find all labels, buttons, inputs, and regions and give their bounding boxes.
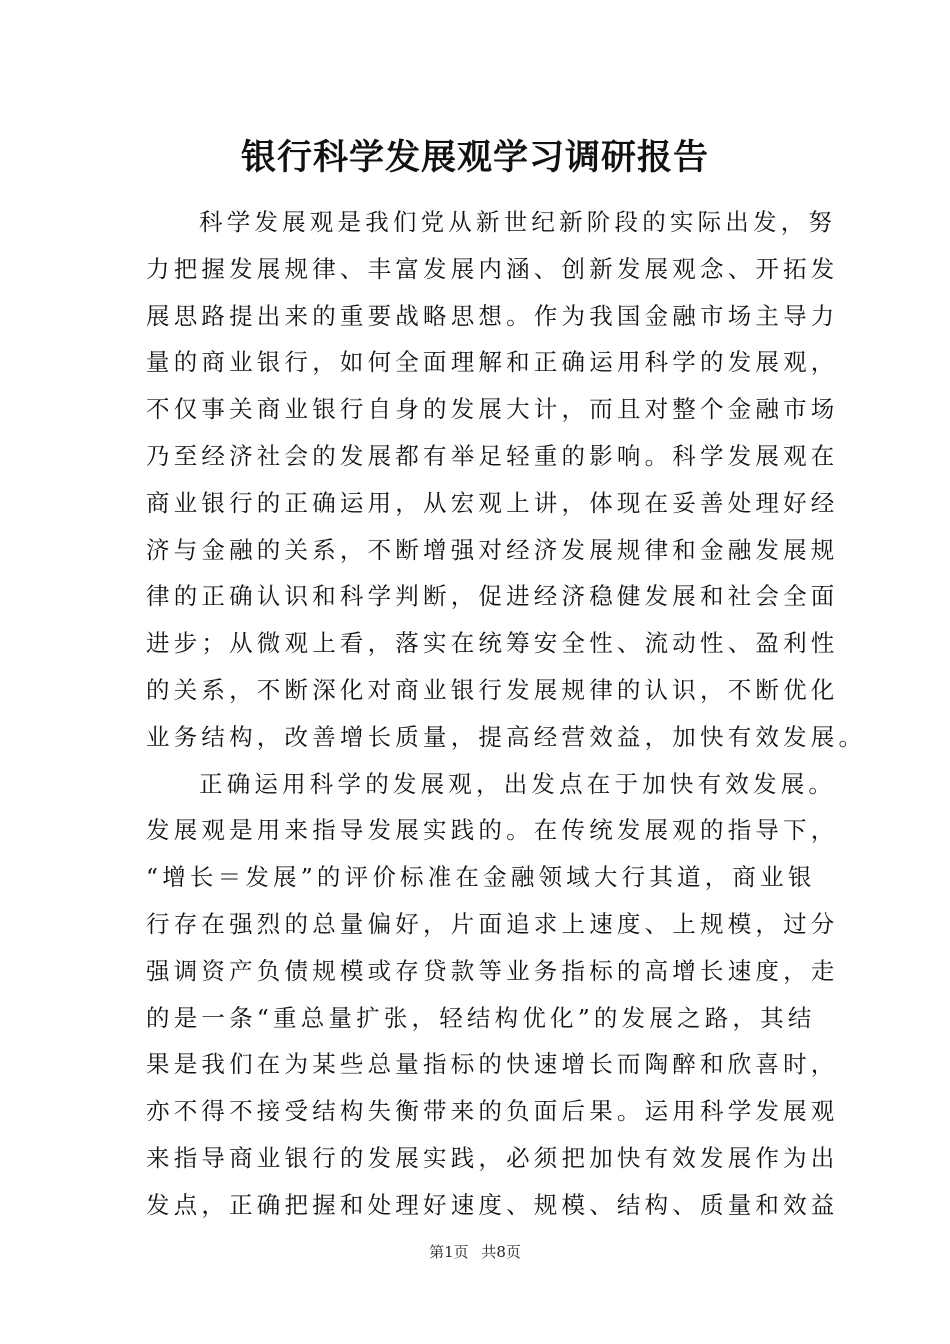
text-line: 济与金融的关系，不断增强对经济发展规律和金融发展规 (146, 535, 839, 564)
text-line: 力把握发展规律、丰富发展内涵、创新发展观念、开拓发 (146, 254, 839, 283)
text-line: 亦不得不接受结构失衡带来的负面后果。运用科学发展观 (146, 1097, 839, 1126)
page-total: 共8页 (481, 1243, 521, 1261)
document-body (146, 199, 867, 1229)
document-title: 银行科学发展观学习调研报告 (240, 137, 709, 178)
text-line: 科学发展观是我们党从新世纪新阶段的实际出发，努 (199, 208, 837, 236)
text-line: 来指导商业银行的发展实践，必须把加快有效发展作为出 (146, 1143, 839, 1172)
text-line: 行存在强烈的总量偏好，片面追求上速度、上规模，过分 (146, 909, 839, 938)
text-line: 发展观是用来指导发展实践的。在传统发展观的指导下， (146, 816, 839, 845)
text-line: 不仅事关商业银行自身的发展大计，而且对整个金融市场 (146, 395, 839, 424)
text-line: 的关系，不断深化对商业银行发展规律的认识，不断优化 (146, 675, 839, 704)
text-line: 进步；从微观上看，落实在统筹安全性、流动性、盈利性 (146, 629, 839, 658)
text-line: 果是我们在为某些总量指标的快速增长而陶醉和欣喜时， (146, 1050, 839, 1079)
paragraph-2 (146, 761, 839, 1229)
text-line: 乃至经济社会的发展都有举足轻重的影响。科学发展观在 (146, 441, 839, 470)
text-line: 商业银行的正确运用，从宏观上讲，体现在妥善处理好经 (146, 488, 839, 517)
text-line: 律的正确认识和科学判断，促进经济稳健发展和社会全面 (146, 582, 839, 611)
text-line: “增长＝发展”的评价标准在金融领域大行其道，商业银 (146, 863, 816, 892)
text-line: 量的商业银行，如何全面理解和正确运用科学的发展观， (146, 348, 839, 377)
text-line: 强调资产负债规模或存贷款等业务指标的高增长速度，走 (146, 956, 839, 985)
text-line: 业务结构，改善增长质量，提高经营效益，加快有效发展。 (146, 722, 867, 751)
text-line: 的是一条“重总量扩张，轻结构优化”的发展之路，其结 (146, 1003, 816, 1032)
page-footer (0, 1240, 950, 1264)
text-line: 发点，正确把握和处理好速度、规模、结构、质量和效益 (146, 1190, 839, 1219)
text-line: 展思路提出来的重要战略思想。作为我国金融市场主导力 (146, 301, 839, 330)
paragraph-1 (146, 199, 867, 761)
text-line: 正确运用科学的发展观，出发点在于加快有效发展。 (199, 769, 837, 798)
page-number: 第1页 (429, 1243, 469, 1261)
